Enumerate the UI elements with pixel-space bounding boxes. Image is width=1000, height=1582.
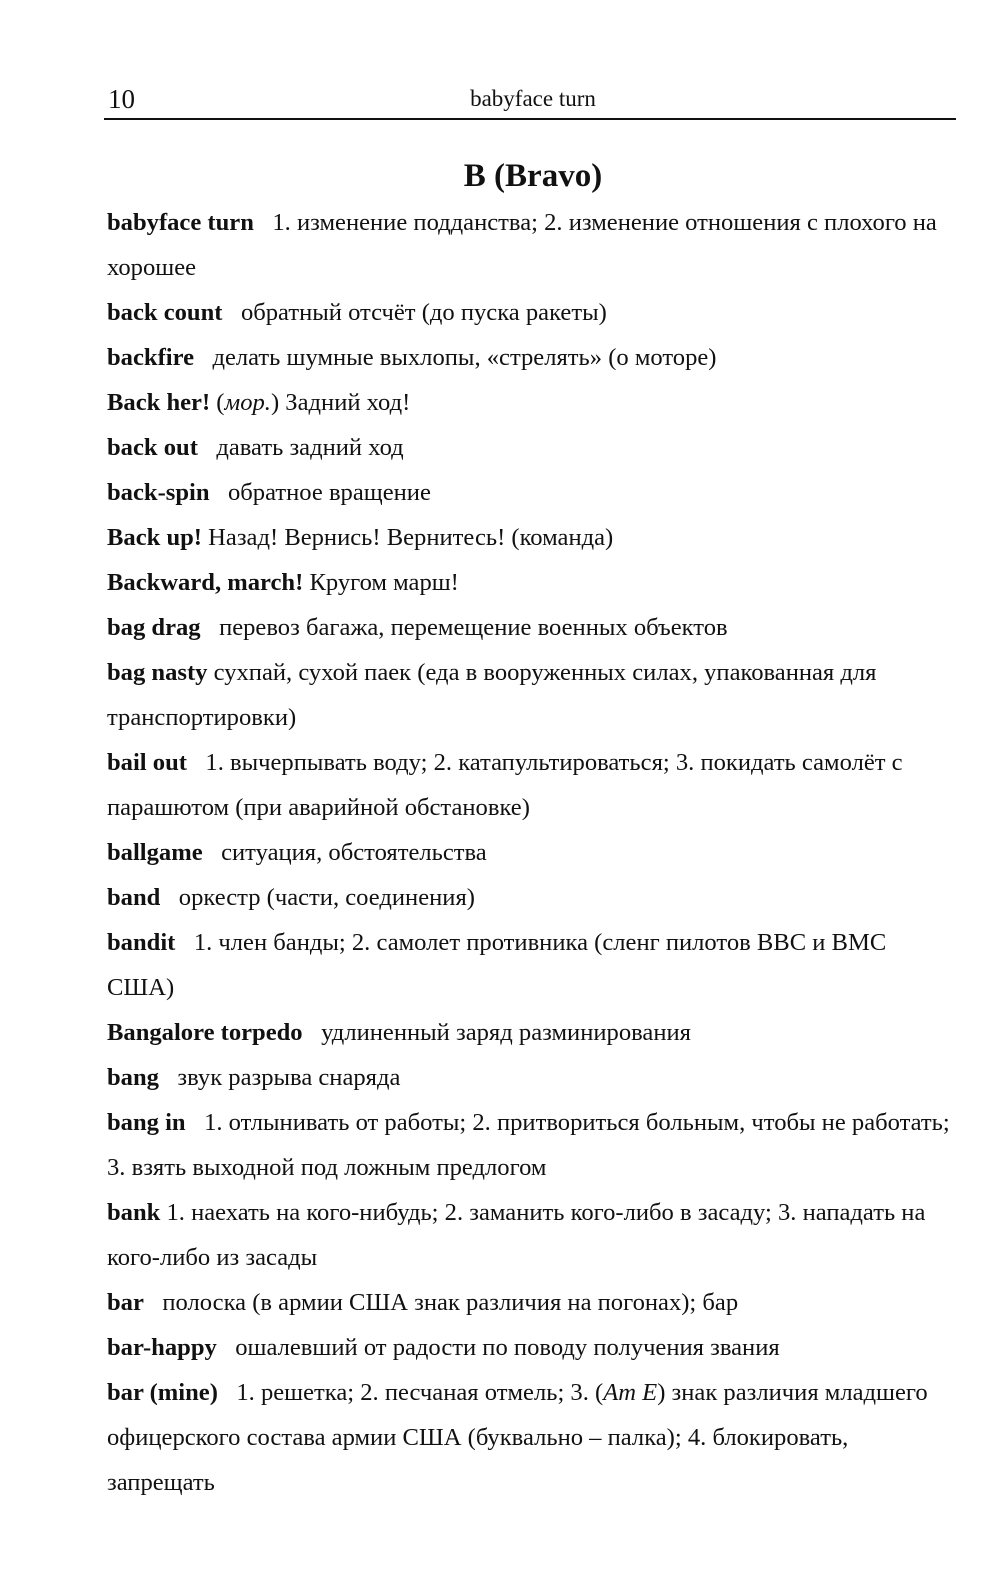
entry-definition: знак различия младшего офицерского состава армии США (буквально – палка); 4. блокировать, запрещать: [107, 1379, 928, 1496]
dictionary-entry: [107, 1010, 952, 1055]
entry-definition: ошалевший от радости по поводу получения звания: [235, 1334, 780, 1361]
entry-definition: перевоз багажа, перемещение военных объектов: [219, 614, 728, 641]
entry-term: ballgame: [107, 839, 203, 866]
dictionary-entry: [107, 650, 952, 740]
entry-term: back out: [107, 434, 198, 461]
entry-term: Bangalore torpedo: [107, 1019, 303, 1046]
entry-term: Backward, march!: [107, 569, 304, 596]
entry-definition: обратное вращение: [227, 479, 431, 506]
dictionary-entry: [107, 1100, 952, 1190]
entry-definition: ситуация, обстоятельства: [221, 839, 487, 866]
entry-definition: 1. изменение подданства; 2. изменение отношения с плохого на хорошее: [107, 209, 937, 281]
dictionary-entry: [107, 875, 952, 920]
dictionary-entry: [107, 1280, 952, 1325]
section-title: B (Bravo): [463, 158, 603, 194]
entry-term: Back up!: [107, 524, 202, 551]
entry-term: bag drag: [107, 614, 201, 641]
dictionary-entry: [107, 740, 952, 830]
entry-definition: оркестр (части, соединения): [178, 884, 475, 911]
dictionary-entry: [107, 425, 952, 470]
header-divider: [104, 118, 956, 120]
entry-list: [107, 200, 952, 1505]
entry-definition: 1. член банды; 2. самолет противника (сленг пилотов ВВС и ВМС США): [107, 929, 887, 1001]
entry-term: bandit: [107, 929, 176, 956]
entry-term: bar (mine): [107, 1379, 218, 1406]
entry-usage-note: Am E: [603, 1379, 658, 1406]
entry-term: bar-happy: [107, 1334, 217, 1361]
dictionary-entry: [107, 560, 952, 605]
dictionary-entry: [107, 290, 952, 335]
entry-term: backfire: [107, 344, 194, 371]
entry-term: bar: [107, 1289, 144, 1316]
entry-definition: звук разрыва снаряда: [177, 1064, 401, 1091]
dictionary-entry: [107, 335, 952, 380]
entry-usage-note: мор.: [224, 389, 271, 416]
dictionary-entry: [107, 830, 952, 875]
entry-term: back-spin: [107, 479, 210, 506]
running-head: babyface turn: [470, 86, 596, 111]
dictionary-entry: [107, 1190, 952, 1280]
dictionary-entry: [107, 920, 952, 1010]
entry-definition: делать шумные выхлопы, «стрелять» (о моторе): [212, 344, 717, 371]
entry-definition: 1. отлынивать от работы; 2. притвориться больным, чтобы не работать; 3. взять выходной под ложным предлогом: [107, 1109, 950, 1181]
entry-definition: давать задний ход: [216, 434, 404, 461]
dictionary-entry: [107, 1055, 952, 1100]
entry-term: bank: [107, 1199, 161, 1226]
entry-definition: полоска (в армии США знак различия на погонах); бар: [162, 1289, 739, 1316]
entry-definition: сухпай, сухой паек (еда в вооруженных силах, упакованная для транспортировки): [107, 659, 877, 731]
entry-term: bang: [107, 1064, 159, 1091]
entry-definition: обратный отсчёт (до пуска ракеты): [240, 299, 607, 326]
entry-definition-part: 1. решетка; 2. песчаная отмель; 3.: [236, 1379, 589, 1406]
entry-term: band: [107, 884, 161, 911]
page-number: 10: [108, 84, 135, 114]
entry-definition: Кругом марш!: [309, 569, 459, 596]
dictionary-entry: bar (mine) 1. решетка; 2. песчаная отмель; 3. (Am E) знак различия младшего офицерского состава армии США (буквально – палка); 4. блокировать, запрещать: [107, 1379, 928, 1496]
entry-term: bag nasty: [107, 659, 208, 686]
entry-term: Back her!: [107, 389, 211, 416]
dictionary-entry: [107, 200, 952, 290]
entry-definition: Задний ход!: [285, 389, 411, 416]
dictionary-entry: Back her! (мор.) Задний ход!: [107, 389, 411, 416]
entry-term: bail out: [107, 749, 187, 776]
dictionary-entry: [107, 1325, 952, 1370]
entry-term: babyface turn: [107, 209, 254, 236]
entry-term: bang in: [107, 1109, 186, 1136]
entry-definition: Назад! Вернись! Вернитесь! (команда): [208, 524, 614, 551]
entry-definition: удлиненный заряд разминирования: [321, 1019, 691, 1046]
entry-definition: 1. наехать на кого-нибудь; 2. заманить кого-либо в засаду; 3. нападать на кого-либо из засады: [107, 1199, 926, 1271]
dictionary-entry: [107, 515, 952, 560]
dictionary-entry: [107, 470, 952, 515]
entry-definition: 1. вычерпывать воду; 2. катапультироваться; 3. покидать самолёт с парашютом (при аварийной обстановке): [107, 749, 903, 821]
entry-term: back count: [107, 299, 223, 326]
dictionary-entry: [107, 605, 952, 650]
